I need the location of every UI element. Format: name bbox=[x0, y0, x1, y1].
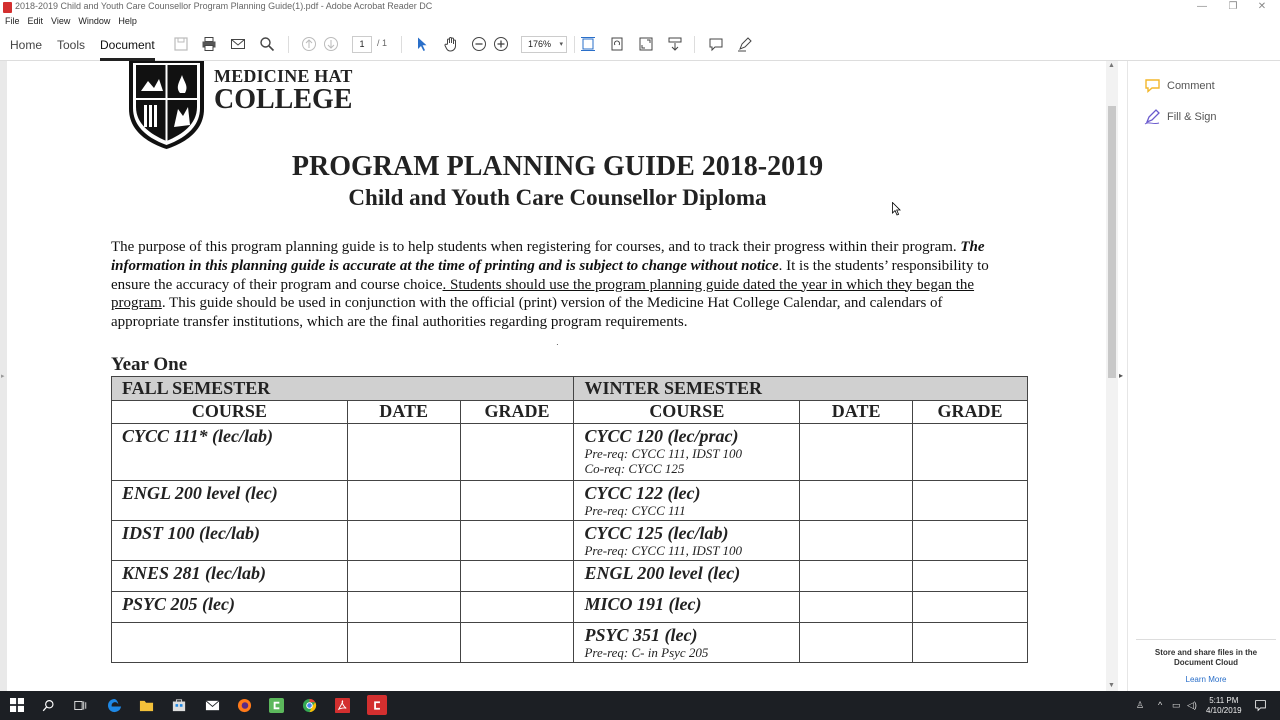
minimize-button[interactable]: — bbox=[1197, 1, 1207, 12]
intro-text-2: . It is the students’ responsibility to ensure the accuracy of their program and course choice bbox=[111, 257, 989, 293]
search-icon[interactable] bbox=[259, 36, 275, 52]
date-cell bbox=[800, 561, 913, 592]
people-icon[interactable]: ♙ bbox=[1136, 700, 1145, 710]
intro-text-1: The purpose of this program planning guide is to help students when registering for courses, and to track their progress within their program. bbox=[111, 239, 961, 255]
course-plan-table bbox=[111, 376, 1028, 663]
save-icon[interactable] bbox=[173, 36, 189, 52]
fall-semester-header: FALL SEMESTER bbox=[112, 377, 574, 401]
close-button[interactable]: ✕ bbox=[1257, 1, 1267, 12]
page-total: / 1 bbox=[377, 38, 388, 48]
window-title: 2018-2019 Child and Youth Care Counsellor Program Planning Guide(1).pdf - Adobe Acrobat Reader DC bbox=[15, 1, 433, 11]
cloud-promo-title: Store and share files in the Document Cloud bbox=[1154, 648, 1258, 667]
document-title: PROGRAM PLANNING GUIDE 2018-2019 bbox=[291, 151, 824, 182]
full-screen-icon[interactable] bbox=[638, 36, 654, 52]
grade-cell bbox=[913, 481, 1028, 521]
course-prereq: Pre-req: CYCC 111, IDST 100 bbox=[584, 446, 743, 461]
col-course-winter: COURSE bbox=[574, 401, 800, 424]
fit-width-icon[interactable] bbox=[580, 36, 596, 52]
comment-bubble-icon bbox=[1144, 77, 1161, 94]
fall-course: IDST 100 (lec/lab) bbox=[122, 523, 260, 543]
table-row bbox=[112, 481, 1028, 521]
table-row bbox=[112, 623, 1028, 663]
show-hidden-icons-icon[interactable]: ^ bbox=[1158, 700, 1163, 710]
college-name-line2: COLLEGE bbox=[214, 84, 353, 115]
course-prereq: Pre-req: C- in Psyc 205 bbox=[584, 645, 709, 660]
college-crest-logo bbox=[128, 61, 205, 149]
file-explorer-icon[interactable] bbox=[138, 697, 154, 713]
menu-edit[interactable]: Edit bbox=[27, 16, 44, 26]
date-cell bbox=[347, 592, 460, 623]
date-cell bbox=[800, 521, 913, 561]
grade-cell bbox=[460, 521, 574, 561]
grade-cell bbox=[460, 561, 574, 592]
date-cell bbox=[800, 592, 913, 623]
fill-sign-pen-icon bbox=[1144, 108, 1161, 125]
grade-cell bbox=[460, 424, 574, 481]
fill-sign-tool[interactable] bbox=[1144, 108, 1217, 125]
date-cell bbox=[347, 521, 460, 561]
table-row bbox=[112, 424, 1028, 481]
col-course-fall: COURSE bbox=[112, 401, 348, 424]
date-cell bbox=[347, 424, 460, 481]
acrobat-app-icon bbox=[3, 2, 12, 13]
intro-text-3: . This guide should be used in conjunction with the official (print) version of the Medicine Hat College Calendar, and calendars of appropriate transfer institutions, which are the final authorities regarding program requirements. bbox=[111, 295, 943, 331]
rotate-page-icon[interactable] bbox=[609, 36, 625, 52]
grade-cell bbox=[913, 623, 1028, 663]
intro-underlined-text: . Students should use the program planning guide dated the year in which they began the program bbox=[111, 276, 975, 312]
date-cell bbox=[347, 481, 460, 521]
grade-cell bbox=[460, 481, 574, 521]
grade-cell bbox=[913, 592, 1028, 623]
scrollbar-thumb[interactable] bbox=[1108, 106, 1116, 378]
vertical-scrollbar[interactable] bbox=[1106, 61, 1118, 691]
tab-document[interactable]: Document bbox=[100, 38, 155, 52]
scroll-up-arrow-icon[interactable]: ▲ bbox=[1108, 62, 1115, 69]
hand-tool-icon[interactable] bbox=[443, 36, 459, 52]
tab-home[interactable]: Home bbox=[10, 38, 43, 52]
mail-icon[interactable] bbox=[204, 697, 220, 713]
date-cell bbox=[800, 424, 913, 481]
fall-course: CYCC 111* (lec/lab) bbox=[122, 426, 273, 446]
camtasia-green-icon[interactable] bbox=[268, 697, 284, 713]
mouse-cursor-icon bbox=[892, 202, 901, 216]
zoom-in-icon[interactable] bbox=[493, 36, 509, 52]
right-tools-pane bbox=[1127, 61, 1280, 691]
tab-tools[interactable]: Tools bbox=[57, 38, 86, 52]
col-date-fall: DATE bbox=[347, 401, 460, 424]
learn-more-link[interactable]: Learn More bbox=[1185, 675, 1227, 684]
next-page-icon[interactable] bbox=[323, 36, 339, 52]
winter-course: CYCC 125 (lec/lab) bbox=[584, 523, 729, 543]
left-pane-toggle-icon[interactable]: ▸ bbox=[1, 373, 5, 380]
zoom-level-select[interactable] bbox=[521, 36, 567, 53]
col-grade-winter: GRADE bbox=[913, 401, 1028, 424]
table-row bbox=[112, 561, 1028, 592]
intro-notice-text: The information in this planning guide is accurate at the time of printing and is subject to change without notice bbox=[111, 239, 985, 274]
grade-cell bbox=[913, 424, 1028, 481]
clock-date: 4/10/2019 bbox=[1206, 706, 1242, 715]
network-icon[interactable]: ▭ bbox=[1172, 700, 1181, 710]
clock-time: 5:11 PM bbox=[1209, 696, 1239, 705]
grade-cell bbox=[913, 561, 1028, 592]
table-row bbox=[112, 592, 1028, 623]
college-name-line1: MEDICINE HAT bbox=[214, 66, 353, 86]
camtasia-recorder-icon[interactable] bbox=[367, 695, 387, 715]
system-clock[interactable] bbox=[1206, 696, 1242, 716]
date-cell bbox=[347, 623, 460, 663]
task-view-icon[interactable] bbox=[72, 697, 88, 713]
grade-cell bbox=[913, 521, 1028, 561]
date-cell bbox=[800, 481, 913, 521]
fall-course: ENGL 200 level (lec) bbox=[122, 483, 278, 503]
scroll-mode-icon[interactable] bbox=[667, 36, 683, 52]
firefox-icon[interactable] bbox=[236, 697, 252, 713]
title-bar bbox=[0, 0, 1280, 15]
toolbar bbox=[0, 28, 1280, 61]
acrobat-taskbar-icon[interactable] bbox=[334, 697, 350, 713]
notification-center-icon[interactable] bbox=[1252, 697, 1268, 713]
date-cell bbox=[347, 561, 460, 592]
winter-course: CYCC 120 (lec/prac) bbox=[584, 426, 739, 446]
document-subtitle: Child and Youth Care Counsellor Diploma bbox=[348, 185, 767, 210]
select-cursor-icon[interactable] bbox=[414, 36, 430, 52]
date-cell bbox=[800, 623, 913, 663]
page-number-input[interactable]: 1 bbox=[352, 36, 372, 53]
chrome-icon[interactable] bbox=[301, 697, 317, 713]
winter-course: ENGL 200 level (lec) bbox=[584, 563, 741, 583]
course-coreq: Co-req: CYCC 125 bbox=[584, 461, 685, 476]
winter-course: MICO 191 (lec) bbox=[584, 594, 702, 614]
volume-icon[interactable]: ◁) bbox=[1187, 700, 1197, 710]
fill-sign-label: Fill & Sign bbox=[1167, 110, 1217, 123]
fall-course: PSYC 205 (lec) bbox=[122, 594, 235, 614]
scroll-down-arrow-icon[interactable]: ▼ bbox=[1108, 682, 1115, 689]
highlight-pen-icon[interactable] bbox=[737, 36, 753, 52]
winter-course: CYCC 122 (lec) bbox=[584, 483, 701, 503]
windows-taskbar bbox=[0, 691, 1280, 720]
course-prereq: Pre-req: CYCC 111, IDST 100 bbox=[584, 543, 743, 558]
menu-help[interactable]: Help bbox=[118, 16, 137, 26]
maximize-button[interactable]: ❐ bbox=[1228, 1, 1238, 12]
store-icon[interactable] bbox=[171, 697, 187, 713]
previous-page-icon[interactable] bbox=[301, 36, 317, 52]
taskbar-search-icon[interactable] bbox=[40, 697, 56, 713]
stray-dot: · bbox=[556, 340, 559, 349]
winter-course: PSYC 351 (lec) bbox=[584, 625, 698, 645]
menu-file[interactable]: File bbox=[5, 16, 20, 26]
year-one-heading: Year One bbox=[111, 354, 188, 375]
col-date-winter: DATE bbox=[800, 401, 913, 424]
zoom-value: 176% bbox=[528, 39, 552, 49]
winter-semester-header: WINTER SEMESTER bbox=[574, 377, 1028, 401]
fall-course: KNES 281 (lec/lab) bbox=[122, 563, 266, 583]
comment-tool-icon[interactable] bbox=[708, 36, 724, 52]
comment-tool[interactable] bbox=[1144, 77, 1215, 94]
menu-view[interactable]: View bbox=[51, 16, 71, 26]
menu-bar bbox=[0, 15, 1280, 28]
grade-cell bbox=[460, 592, 574, 623]
comment-label: Comment bbox=[1167, 79, 1215, 92]
edge-browser-icon[interactable] bbox=[106, 697, 122, 713]
intro-paragraph bbox=[111, 238, 1011, 332]
menu-window[interactable]: Window bbox=[78, 16, 111, 26]
table-row bbox=[112, 521, 1028, 561]
chevron-down-icon: ▾ bbox=[559, 41, 563, 48]
course-prereq: Pre-req: CYCC 111 bbox=[584, 503, 686, 518]
windows-start-icon[interactable] bbox=[9, 697, 25, 713]
document-cloud-promo bbox=[1136, 639, 1276, 684]
print-icon[interactable] bbox=[201, 36, 217, 52]
email-icon[interactable] bbox=[230, 36, 246, 52]
col-grade-fall: GRADE bbox=[460, 401, 574, 424]
zoom-out-icon[interactable] bbox=[471, 36, 487, 52]
grade-cell bbox=[460, 623, 574, 663]
right-pane-toggle-icon[interactable]: ▸ bbox=[1119, 371, 1124, 380]
